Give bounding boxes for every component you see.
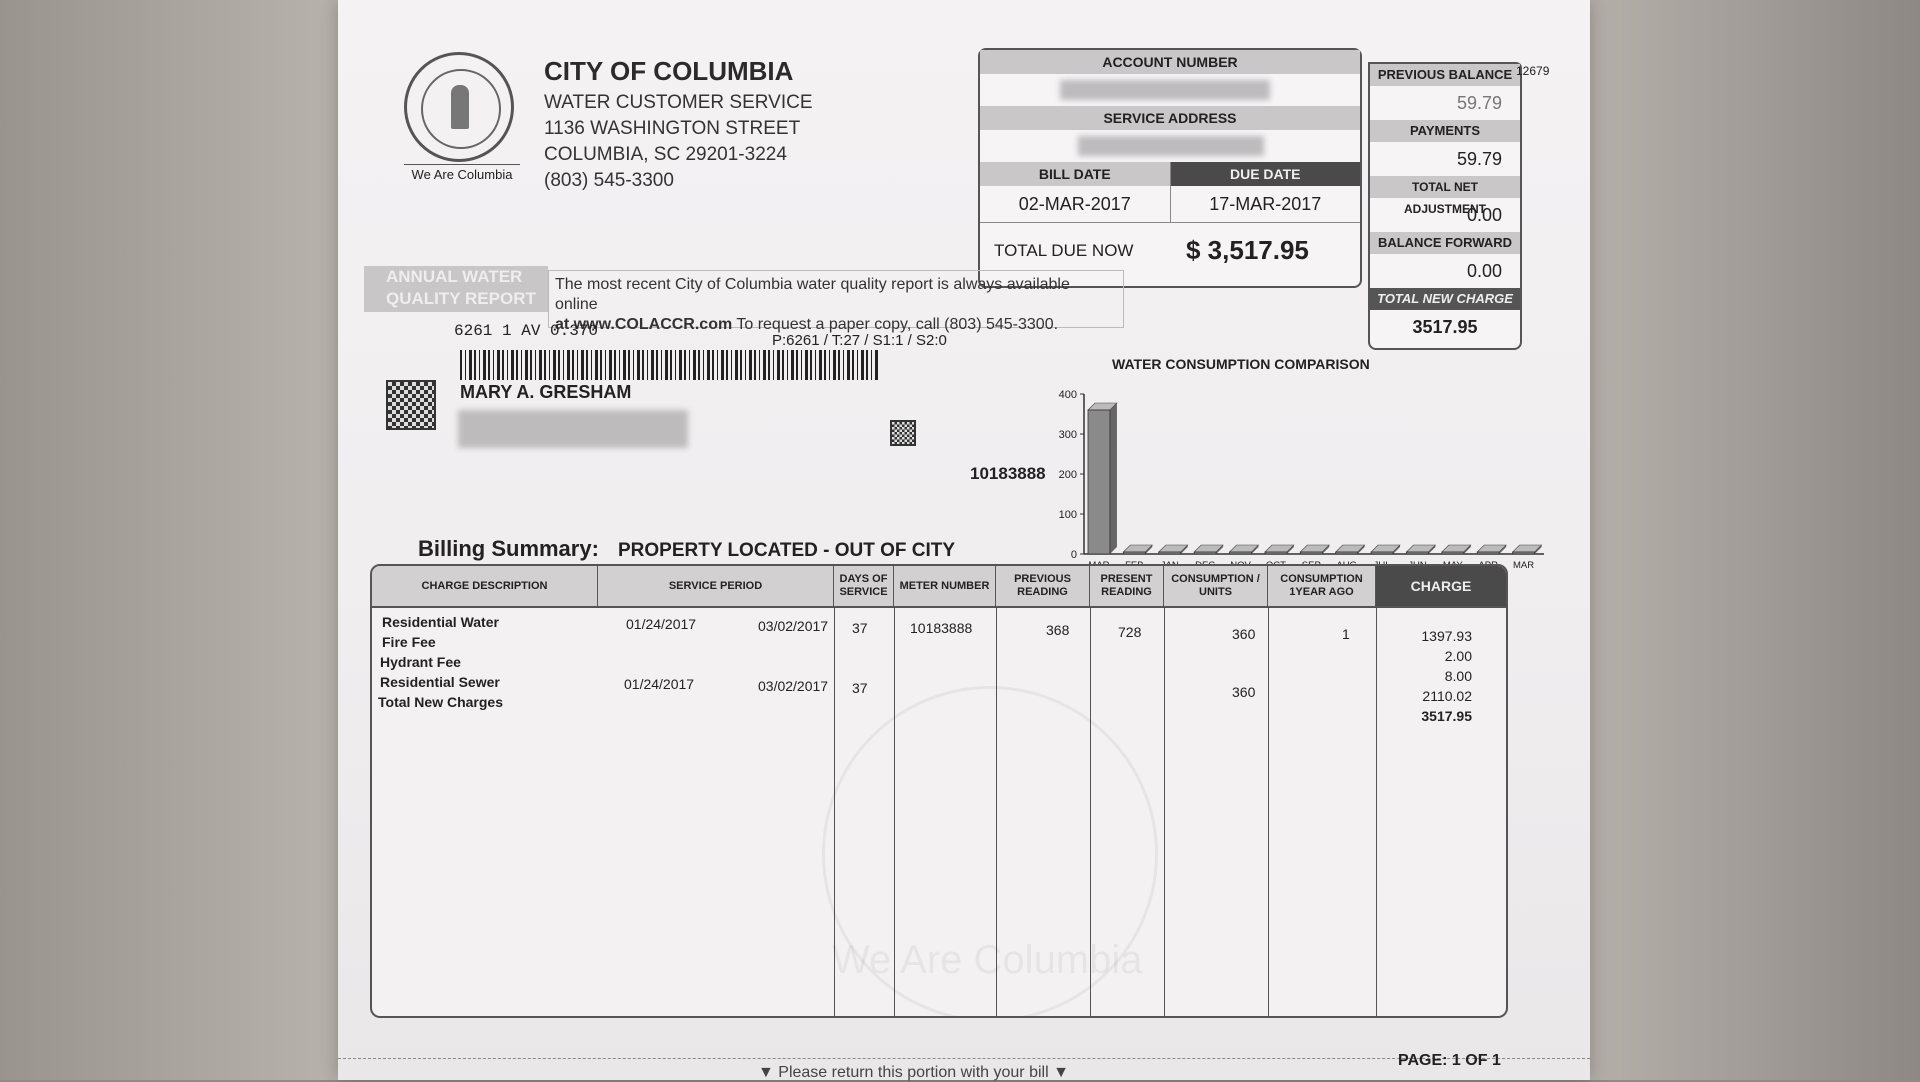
org-phone: (803) 545-3300 [544, 170, 674, 192]
bill-date: 02-MAR-2017 [980, 186, 1170, 222]
row-total-new-charges: Total New Charges [378, 694, 503, 710]
sewer-charge: 2110.02 [1422, 688, 1472, 704]
small-qr-code-icon [890, 420, 916, 446]
bar-oct-5 [1265, 552, 1287, 554]
row-residential-water: Residential Water [382, 614, 499, 630]
bar-apr-11 [1477, 552, 1499, 554]
qr-code-icon [386, 380, 436, 430]
bar-dec-3 [1194, 552, 1216, 554]
billing-summary-title: Billing Summary: [418, 536, 599, 562]
meter-id: 10183888 [970, 464, 1046, 484]
mail-routing-code: P:6261 / T:27 / S1:1 / S2:0 [772, 332, 947, 349]
water-period-end: 03/02/2017 [758, 618, 828, 634]
fire-fee-charge: 2.00 [1445, 648, 1472, 664]
col-charge-description: CHARGE DESCRIPTION [372, 566, 598, 606]
service-address-redacted [1078, 136, 1264, 156]
col-service-period: SERVICE PERIOD [598, 566, 834, 606]
return-instruction: ▼ Please return this portion with your bill ▼ [758, 1064, 1069, 1082]
col-meter-number: METER NUMBER [894, 566, 996, 606]
balance-forward-header: BALANCE FORWARD [1370, 232, 1520, 254]
bar-may-10 [1442, 552, 1464, 554]
bar-mar-12 [1513, 552, 1535, 554]
sewer-consumption: 360 [1232, 684, 1255, 700]
hydrant-fee-charge: 8.00 [1445, 668, 1472, 684]
mail-sort-code: 6261 1 AV 0.370 [454, 322, 598, 340]
quality-report-line1: The most recent City of Columbia water quality report is always available online [555, 275, 1117, 315]
water-meter-number: 10183888 [910, 620, 972, 636]
bar-jul-8 [1371, 552, 1393, 554]
bill-date-header: BILL DATE [980, 162, 1170, 186]
charges-table [370, 564, 1508, 1018]
quality-report-label-line2: QUALITY REPORT [386, 288, 548, 310]
bar-feb-1 [1123, 552, 1145, 554]
chart-title: WATER CONSUMPTION COMPARISON [1112, 356, 1370, 372]
total-due-amount: $ 3,517.95 [1186, 235, 1309, 266]
account-number-header: ACCOUNT NUMBER [980, 50, 1360, 74]
water-previous-reading: 368 [1046, 622, 1069, 638]
due-date-header: DUE DATE [1171, 162, 1361, 186]
col-consumption-year-ago: CONSUMPTION 1YEAR AGO [1268, 566, 1376, 606]
bar-mar-0 [1088, 410, 1110, 554]
total-new-charge-header: TOTAL NEW CHARGE [1370, 288, 1520, 310]
y-tick-label: 100 [1059, 509, 1077, 521]
watermark-text: We Are Columbia [832, 938, 1143, 983]
page-tag-number: 12679 [1516, 64, 1549, 78]
row-hydrant-fee: Hydrant Fee [380, 654, 461, 670]
water-consumption-year-ago: 1 [1342, 626, 1350, 642]
y-tick-label: 200 [1059, 469, 1077, 481]
payments-header: PAYMENTS [1370, 120, 1520, 142]
net-adjustment-header: TOTAL NET ADJUSTMENT [1370, 176, 1520, 198]
sewer-period-start: 01/24/2017 [624, 676, 694, 692]
col-present-reading: PRESENT READING [1090, 566, 1164, 606]
service-address-header: SERVICE ADDRESS [980, 106, 1360, 130]
total-due-label: TOTAL DUE NOW [994, 241, 1133, 261]
quality-report-line2-rest: To request a paper copy, call (803) 545-3300. [736, 316, 1058, 333]
due-date: 17-MAR-2017 [1171, 186, 1361, 222]
net-adjustment: 0.00 [1370, 198, 1520, 232]
water-present-reading: 728 [1118, 624, 1141, 640]
account-box [978, 48, 1362, 288]
bar-sep-6 [1300, 552, 1322, 554]
sewer-days: 37 [852, 680, 868, 696]
row-fire-fee: Fire Fee [382, 634, 436, 650]
col-previous-reading: PREVIOUS READING [996, 566, 1090, 606]
water-consumption: 360 [1232, 626, 1255, 642]
quality-report-label [364, 266, 548, 312]
water-bill [338, 0, 1590, 1080]
bar-nov-4 [1230, 552, 1252, 554]
consumption-chart [1044, 376, 1564, 576]
bar-side [1110, 403, 1117, 554]
quality-report-url: at www.COLACCR.com [555, 316, 732, 333]
customer-address-redacted [458, 410, 688, 448]
water-days: 37 [852, 620, 868, 636]
payments: 59.79 [1370, 142, 1520, 176]
water-period-start: 01/24/2017 [626, 616, 696, 632]
bar-jun-9 [1406, 552, 1428, 554]
account-number-redacted [1060, 80, 1270, 100]
col-charge: CHARGE [1376, 566, 1506, 606]
table-header [372, 566, 1506, 608]
property-location: PROPERTY LOCATED - OUT OF CITY [618, 540, 955, 562]
x-tick-label: MAR [1513, 560, 1534, 571]
postal-barcode-icon [460, 350, 880, 380]
org-department: WATER CUSTOMER SERVICE [544, 92, 813, 114]
quality-report-label-line1: ANNUAL WATER [386, 266, 548, 288]
balance-box [1368, 62, 1522, 350]
org-city: COLUMBIA, SC 29201-3224 [544, 144, 787, 166]
quality-report-notice [548, 270, 1124, 328]
col-days-of-service: DAYS OF SERVICE [834, 566, 894, 606]
customer-name: MARY A. GRESHAM [460, 382, 631, 403]
col-consumption: CONSUMPTION / UNITS [1164, 566, 1268, 606]
previous-balance-header: PREVIOUS BALANCE [1370, 64, 1520, 86]
city-seal-icon [404, 52, 514, 162]
bar-jan-2 [1159, 552, 1181, 554]
total-new-charge: 3517.95 [1370, 310, 1520, 344]
bar-aug-7 [1336, 552, 1358, 554]
row-residential-sewer: Residential Sewer [380, 674, 500, 690]
previous-balance: 59.79 [1370, 86, 1520, 120]
sewer-period-end: 03/02/2017 [758, 678, 828, 694]
balance-forward: 0.00 [1370, 254, 1520, 288]
total-new-charges-amount: 3517.95 [1421, 708, 1472, 724]
water-charge: 1397.93 [1421, 628, 1472, 644]
y-tick-label: 400 [1059, 389, 1077, 401]
org-street: 1136 WASHINGTON STREET [544, 118, 800, 140]
y-tick-label: 0 [1071, 549, 1077, 561]
org-name: CITY OF COLUMBIA [544, 56, 793, 87]
seal-tagline: We Are Columbia [404, 164, 520, 182]
y-tick-label: 300 [1059, 429, 1077, 441]
page-number: PAGE: 1 OF 1 [1398, 1052, 1501, 1070]
